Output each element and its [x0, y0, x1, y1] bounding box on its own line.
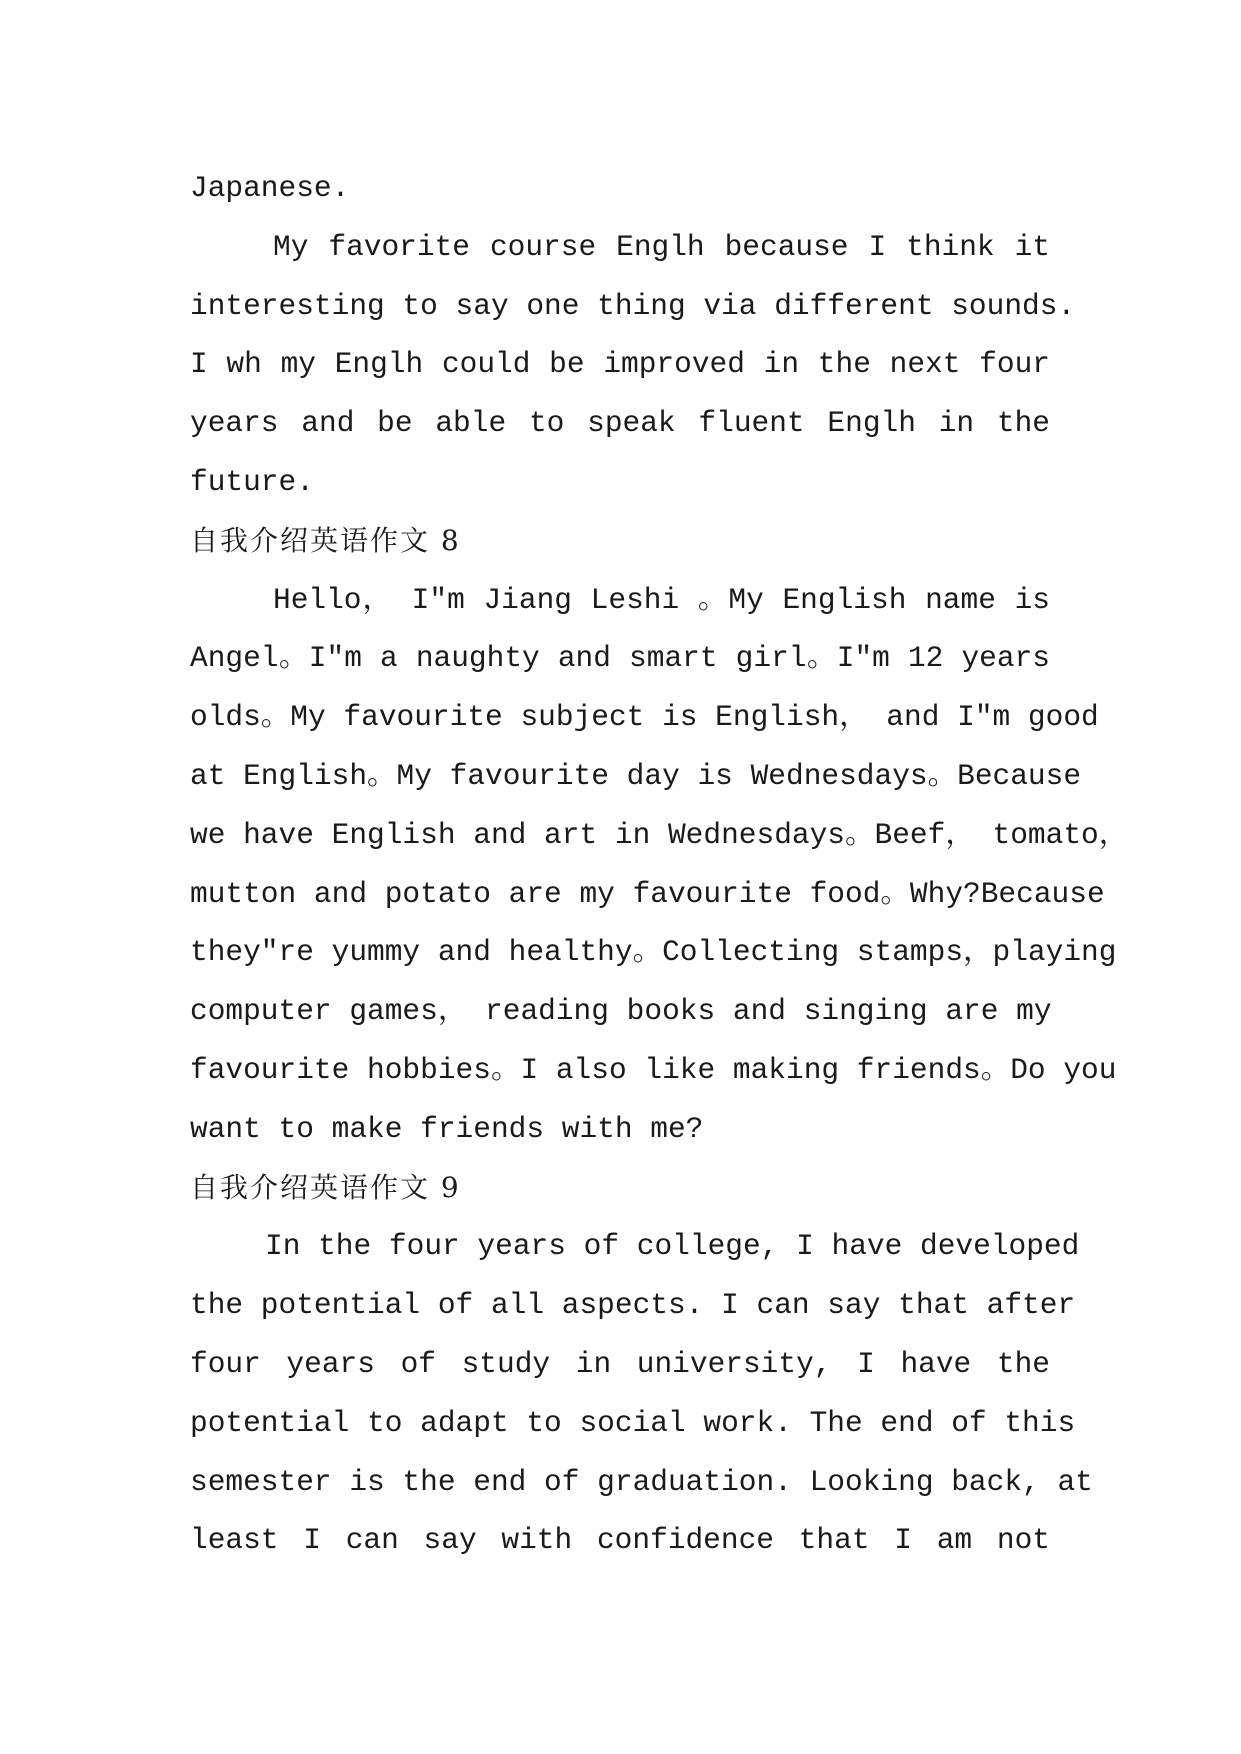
document-body: [190, 159, 1129, 1570]
paragraph-line: four years of study in university, I have the: [190, 1346, 1050, 1381]
paragraph-line: computer games， reading books and singing are my: [190, 994, 1052, 1029]
paragraph-line: future.: [190, 464, 314, 499]
paragraph-line: interesting to say one thing via different sounds.: [190, 288, 1076, 323]
paragraph-line: at English。My favourite day is Wednesdays。Because: [190, 758, 1082, 793]
paragraph-line: least I can say with confidence that I am not: [190, 1523, 1050, 1558]
paragraph-line: In the four years of college, I have developed: [265, 1229, 1080, 1264]
paragraph-line: Japanese.: [190, 171, 350, 205]
paragraph-line: My favorite course Englh because I think it: [273, 229, 1050, 264]
paragraph-line: olds。My favourite subject is English， and I"m good: [190, 700, 1099, 735]
paragraph-line: want to make friends with me?: [190, 1111, 704, 1146]
paragraph-line: Hello， I"m Jiang Leshi 。My English name is: [273, 582, 1050, 617]
paragraph-line: semester is the end of graduation. Looking back, at: [190, 1464, 1093, 1499]
section-heading: 自我介绍英语作文 9: [190, 1170, 461, 1204]
paragraph-line: potential to adapt to social work. The end of this: [190, 1405, 1076, 1440]
paragraph-line: mutton and potato are my favourite food。Why?Because: [190, 876, 1105, 911]
paragraph-line: Angel。I"m a naughty and smart girl。I"m 12 years: [190, 641, 1050, 676]
paragraph-line: they"re yummy and healthy。Collecting stamps，playing: [190, 935, 1117, 970]
paragraph-line: the potential of all aspects. I can say that after: [190, 1288, 1076, 1323]
paragraph-line: I wh my Englh could be improved in the next four: [190, 347, 1050, 382]
paragraph-line: years and be able to speak fluent Englh in the: [190, 406, 1050, 441]
section-heading: 自我介绍英语作文 8: [190, 523, 461, 557]
paragraph-line: favourite hobbies。I also like making friends。Do you: [190, 1052, 1117, 1087]
paragraph-line: we have English and art in Wednesdays。Beef， tomato，: [190, 817, 1129, 852]
